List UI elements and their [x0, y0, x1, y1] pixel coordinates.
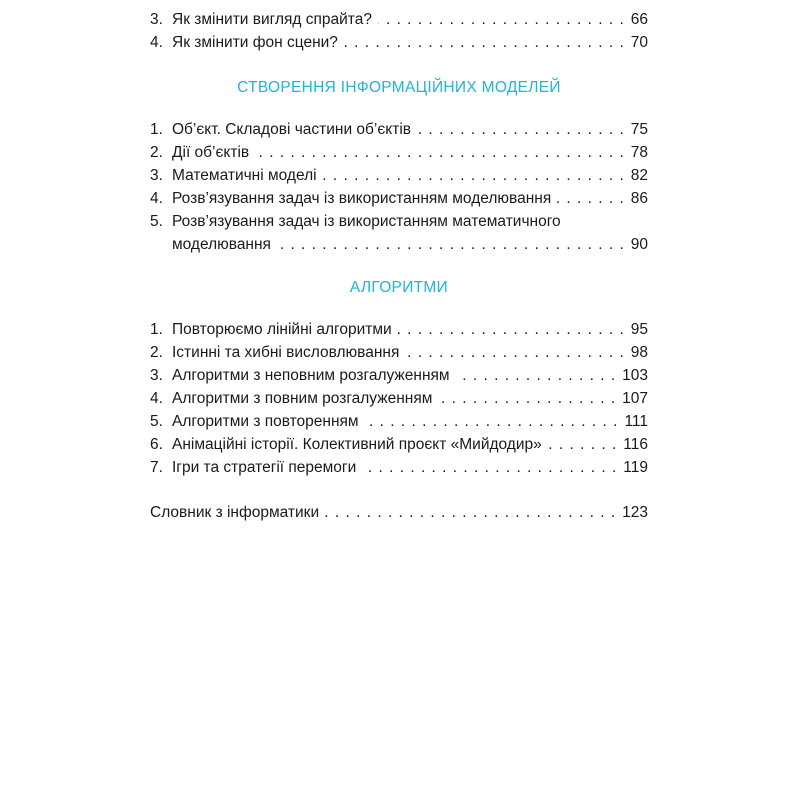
dot-leader: [456, 364, 617, 387]
entry-number: 4.: [150, 190, 163, 207]
entry-page: 70: [630, 34, 648, 51]
entry-title: Анімаційні історії. Колективний проєкт «Мийдодир»: [172, 436, 542, 453]
entry-number: 7.: [150, 459, 163, 476]
entry-number: 3.: [150, 367, 163, 384]
entry-title-part: Розв’язування задач із використанням математичного: [172, 213, 561, 230]
dot-leader: [438, 387, 616, 410]
entry-title-line: [150, 210, 648, 233]
entry-page: 75: [630, 121, 648, 138]
entry-page: 103: [622, 367, 648, 384]
entry-page: 123: [622, 504, 648, 521]
dot-leader: [325, 501, 616, 524]
dot-leader: [323, 164, 625, 187]
entry-title: Як змінити вигляд спрайта?: [172, 11, 372, 28]
entry-title: Як змінити фон сцени?: [172, 34, 338, 51]
entry-number: 5.: [150, 213, 163, 230]
entry-number: 1.: [150, 321, 163, 338]
entry-page: 111: [624, 413, 648, 430]
toc-entry[interactable]: [150, 364, 648, 387]
entry-title: Дії об’єктів: [172, 144, 250, 161]
entry-title: моделювання: [172, 236, 271, 253]
toc-section-algorithms: [150, 276, 648, 479]
entry-title: Математичні моделі: [172, 167, 317, 184]
toc-entry[interactable]: [150, 164, 648, 187]
toc-entry[interactable]: [150, 118, 648, 141]
entry-title-continuation: [150, 233, 648, 256]
dot-leader: [365, 410, 619, 433]
table-of-contents: [150, 0, 648, 524]
toc-entry[interactable]: [150, 31, 648, 54]
entry-number: 2.: [150, 144, 163, 161]
entry-page: 90: [630, 236, 648, 253]
entry-number: 4.: [150, 34, 163, 51]
entry-title: Повторюємо лінійні алгоритми: [172, 321, 392, 338]
toc-entry[interactable]: [150, 387, 648, 410]
entry-number: 1.: [150, 121, 163, 138]
entry-page: 82: [630, 167, 648, 184]
toc-entry[interactable]: [150, 187, 648, 210]
dot-leader: [398, 318, 625, 341]
entry-number: 4.: [150, 390, 163, 407]
dot-leader: [344, 31, 625, 54]
dot-leader: [255, 141, 625, 164]
entry-number: 6.: [150, 436, 163, 453]
dot-leader: [548, 433, 618, 456]
dot-leader: [405, 341, 624, 364]
entry-number: 5.: [150, 413, 163, 430]
entry-title: Ігри та стратегії перемоги: [172, 459, 357, 476]
toc-entry-multiline[interactable]: [150, 210, 648, 256]
entry-page: 66: [630, 11, 648, 28]
dot-leader: [378, 8, 625, 31]
entry-page: 107: [622, 390, 648, 407]
entry-page: 119: [623, 459, 648, 476]
entry-title: Словник з інформатики: [150, 504, 320, 521]
entry-page: 116: [623, 436, 648, 453]
entry-title: Алгоритми з повним розгалуженням: [172, 390, 433, 407]
toc-entry[interactable]: [150, 456, 648, 479]
dot-leader: [362, 456, 617, 479]
dot-leader: [277, 233, 625, 256]
toc-section-models: [150, 76, 648, 256]
entry-title: Розв’язування задач із використанням моделювання: [172, 190, 552, 207]
section-heading: АЛГОРИТМИ: [349, 279, 449, 296]
toc-entry-glossary[interactable]: [150, 501, 648, 524]
entry-title: Алгоритми з повторенням: [172, 413, 359, 430]
entry-number: 3.: [150, 11, 163, 28]
dot-leader: [417, 118, 625, 141]
toc-entry[interactable]: [150, 341, 648, 364]
entry-page: 78: [630, 144, 648, 161]
entry-page: 86: [630, 190, 648, 207]
toc-entry[interactable]: [150, 433, 648, 456]
dot-leader: [557, 187, 625, 210]
entry-title: Істинні та хибні висловлювання: [172, 344, 400, 361]
entry-page: 98: [630, 344, 648, 361]
toc-entry[interactable]: [150, 141, 648, 164]
toc-section-scratch: [150, 8, 648, 54]
entry-page: 95: [630, 321, 648, 338]
entry-title: Алгоритми з неповним розгалуженням: [172, 367, 450, 384]
toc-entry[interactable]: [150, 410, 648, 433]
entry-title: Об’єкт. Складові частини об’єктів: [172, 121, 412, 138]
toc-entry[interactable]: [150, 8, 648, 31]
entry-number: 2.: [150, 344, 163, 361]
toc-entry[interactable]: [150, 318, 648, 341]
entry-number: 3.: [150, 167, 163, 184]
section-heading: СТВОРЕННЯ ІНФОРМАЦІЙНИХ МОДЕЛЕЙ: [237, 79, 561, 96]
